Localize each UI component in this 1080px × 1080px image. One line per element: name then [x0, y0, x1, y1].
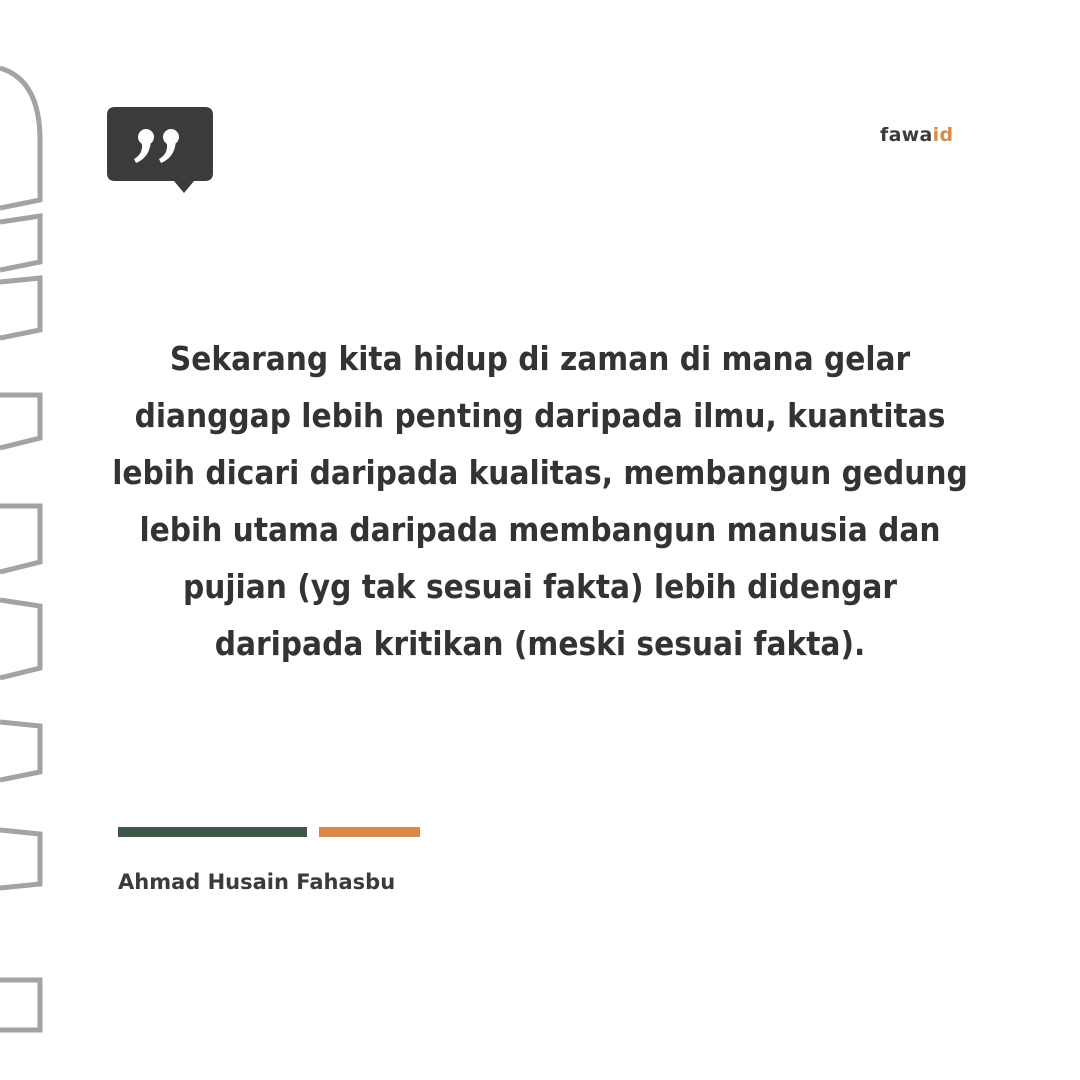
quote-line: lebih dicari daripada kualitas, membangun gedung [112, 453, 968, 492]
author-name: Ahmad Husain Fahasbu [118, 870, 396, 894]
divider-orange [319, 827, 420, 837]
brand-logo-text: fawa [880, 124, 933, 146]
quote-bubble-icon [107, 107, 215, 197]
quote-line: daripada kritikan (meski sesuai fakta). [214, 624, 866, 663]
divider-green [118, 827, 307, 837]
brand-logo [880, 124, 1000, 146]
quote-line: pujian (yg tak sesuai fakta) lebih didengar [182, 567, 898, 606]
quote-line: dianggap lebih penting daripada ilmu, kuantitas [134, 396, 946, 435]
arch-window-ornament [0, 0, 60, 1080]
quote-line: Sekarang kita hidup di zaman di mana gelar [169, 339, 911, 378]
brand-logo-accent: id [932, 124, 954, 146]
quote-text [100, 330, 980, 672]
quote-line: lebih utama daripada membangun manusia dan [139, 510, 941, 549]
